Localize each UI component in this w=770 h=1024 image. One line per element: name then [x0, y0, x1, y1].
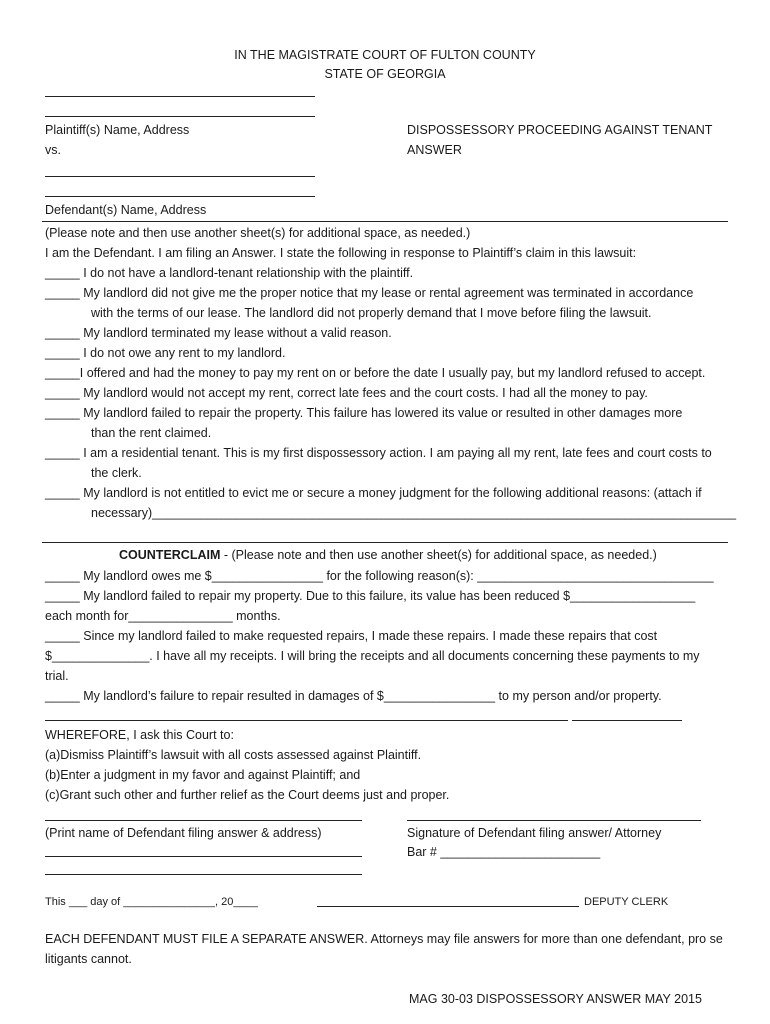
separate-answer-notice-cont: litigants cannot. [45, 952, 132, 966]
address-line-2[interactable] [45, 874, 362, 875]
blank-line-left[interactable] [45, 720, 568, 721]
signature-line[interactable] [407, 820, 701, 821]
address-line-1[interactable] [45, 856, 362, 857]
versus-label: vs. [45, 143, 61, 157]
deputy-clerk-label: DEPUTY CLERK [584, 896, 669, 908]
plaintiff-label: Plaintiff(s) Name, Address [45, 123, 190, 137]
wherefore-item: (a)Dismiss Plaintiff’s lawsuit with all costs assessed against Plaintiff. [45, 748, 422, 762]
answer-item-continuation: than the rent claimed. [91, 426, 212, 440]
answer-item[interactable]: _____ I do not owe any rent to my landlord. [45, 346, 286, 360]
counterclaim-note: - (Please note and then use another sheet(s) for additional space, as needed.) [220, 548, 657, 562]
counterclaim-item[interactable]: _____ My landlord’s failure to repair resulted in damages of $________________ to my person and/or property. [45, 689, 662, 703]
counterclaim-heading [119, 547, 657, 563]
plaintiff-name-line-2[interactable] [45, 116, 315, 117]
answer-item[interactable]: _____I offered and had the money to pay my rent on or before the date I usually pay, but my landlord refused to accept. [45, 366, 706, 380]
answer-item-continuation: the clerk. [91, 466, 142, 480]
defendant-label: Defendant(s) Name, Address [45, 203, 207, 217]
filing-date-field[interactable]: This ___ day of _______________, 20____ [45, 896, 258, 908]
counterclaim-item[interactable]: _____ Since my landlord failed to make requested repairs, I made these repairs. I made these repairs that cost [45, 629, 658, 643]
defendant-name-line-2[interactable] [45, 196, 315, 197]
answer-item[interactable]: _____ My landlord would not accept my rent, correct late fees and the court costs. I had all the money to pay. [45, 386, 648, 400]
blank-line-right[interactable] [572, 720, 682, 721]
counterclaim-item[interactable]: _____ My landlord failed to repair my property. Due to this failure, its value has been reduced $__________________ [45, 589, 696, 603]
form-id: MAG 30-03 DISPOSSESSORY ANSWER MAY 2015 [409, 992, 702, 1006]
additional-reasons-field[interactable]: necessary)____________________________________________________________________________________ [91, 506, 737, 520]
answer-item-continuation: with the terms of our lease. The landlord did not properly demand that I move before filing the lawsuit. [91, 306, 652, 320]
answer-item[interactable]: _____ I am a residential tenant. This is my first dispossessory action. I am paying all my rent, late fees and court costs to [45, 446, 712, 460]
counterclaim-item-continuation[interactable]: $______________. I have all my receipts. I will bring the receipts and all documents concerning these payments to my [45, 649, 700, 663]
print-name-label: (Print name of Defendant filing answer & address) [45, 826, 322, 840]
answer-item[interactable]: _____ My landlord did not give me the proper notice that my lease or rental agreement was terminated in accordance [45, 286, 694, 300]
proceeding-title: DISPOSSESSORY PROCEEDING AGAINST TENANT [407, 123, 713, 137]
defendant-name-line-1[interactable] [45, 176, 315, 177]
wherefore-item: (b)Enter a judgment in my favor and against Plaintiff; and [45, 768, 361, 782]
print-name-line[interactable] [45, 820, 362, 821]
wherefore-lead: WHEREFORE, I ask this Court to: [45, 728, 234, 742]
answer-note: (Please note and then use another sheet(s) for additional space, as needed.) [45, 226, 471, 240]
counterclaim-item-continuation: trial. [45, 669, 69, 683]
counterclaim-divider [42, 542, 728, 543]
answer-item[interactable]: _____ My landlord terminated my lease without a valid reason. [45, 326, 392, 340]
court-heading: IN THE MAGISTRATE COURT OF FULTON COUNTY [234, 48, 536, 62]
answer-intro: I am the Defendant. I am filing an Answer. I state the following in response to Plaintiff’s claim in this lawsuit: [45, 246, 637, 260]
counterclaim-item[interactable]: _____ My landlord owes me $________________ for the following reason(s): __________________________________ [45, 569, 714, 583]
wherefore-item: (c)Grant such other and further relief as the Court deems just and proper. [45, 788, 450, 802]
answer-item[interactable]: _____ I do not have a landlord-tenant relationship with the plaintiff. [45, 266, 414, 280]
answer-title: ANSWER [407, 143, 462, 157]
counterclaim-item-continuation[interactable]: each month for_______________ months. [45, 609, 281, 623]
answer-item[interactable]: _____ My landlord is not entitled to evict me or secure a money judgment for the following additional reasons: (attach if [45, 486, 702, 500]
state-heading: STATE OF GEORGIA [324, 67, 446, 81]
deputy-clerk-signature-line[interactable] [317, 906, 579, 907]
counterclaim-title: COUNTERCLAIM [119, 548, 221, 562]
answer-item[interactable]: _____ My landlord failed to repair the property. This failure has lowered its value or resulted in other damages more [45, 406, 683, 420]
bar-number-field[interactable]: Bar # _______________________ [407, 845, 601, 859]
separate-answer-notice: EACH DEFENDANT MUST FILE A SEPARATE ANSWER. Attorneys may file answers for more than one defendant, pro se [45, 932, 723, 946]
signature-label: Signature of Defendant filing answer/ Attorney [407, 826, 662, 840]
plaintiff-name-line-1[interactable] [45, 96, 315, 97]
section-divider [42, 221, 728, 222]
